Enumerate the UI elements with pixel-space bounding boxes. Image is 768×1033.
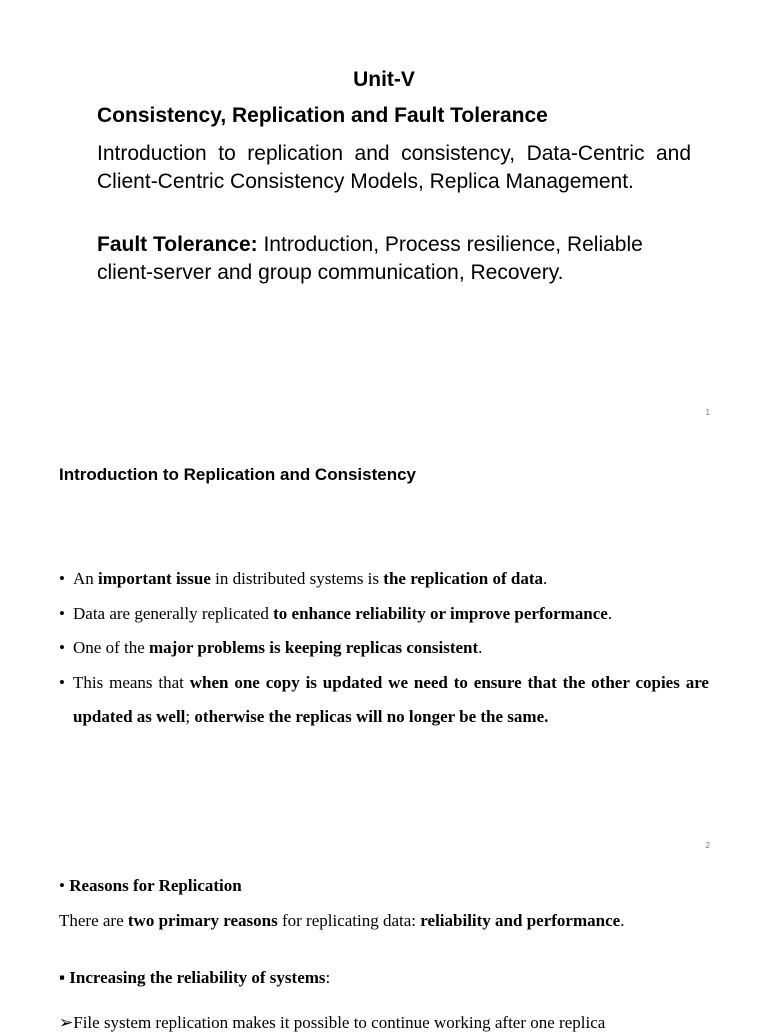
unit-subtitle: Consistency, Replication and Fault Tolerance [97, 104, 548, 127]
page-number: 1 [705, 408, 710, 417]
unit-title: Unit-V [353, 68, 415, 91]
reliability-detail-line: ➢File system replication makes it possible to continue working after one replica [59, 1013, 606, 1032]
fault-tolerance-text: Introduction, Process resilience, Reliable client-server and group communication, Recovery. [97, 233, 643, 284]
intro-topics: Introduction to replication and consistency, Data-Centric and Client-Centric Consistency Models, Replica Management. [97, 142, 691, 193]
square-bullet-icon: ▪ [59, 968, 66, 987]
bullet-icon: • [59, 569, 65, 588]
reasons-paragraph: There are two primary reasons for replicating data: reliability and performance. [59, 911, 625, 930]
bullet-icon: • [59, 603, 65, 623]
reasons-heading: • Reasons for Replication [59, 876, 242, 895]
list-item: • Data are generally replicated to enhance reliability or improve performance. [59, 597, 709, 632]
bullet-list [59, 562, 709, 735]
section-title: Introduction to Replication and Consistency [59, 465, 417, 484]
bullet-icon: • [59, 876, 65, 895]
list-item: • One of the major problems is keeping replicas consistent. [59, 631, 709, 666]
reliability-subheading: ▪ Increasing the reliability of systems: [59, 968, 331, 987]
list-item: • This means that when one copy is updated we need to ensure that the other copies are updated as well; otherwise the replicas will no longer be the same. [59, 666, 709, 735]
bullet-icon: • [59, 672, 65, 692]
fault-tolerance-topics [97, 231, 697, 287]
bullet-icon: • [59, 638, 65, 657]
arrow-bullet-icon: ➢ [59, 1013, 74, 1032]
fault-tolerance-label: Fault Tolerance: [97, 233, 258, 256]
page-number: 2 [705, 841, 710, 850]
list-item: • An important issue in distributed systems is the replication of data. [59, 562, 709, 597]
